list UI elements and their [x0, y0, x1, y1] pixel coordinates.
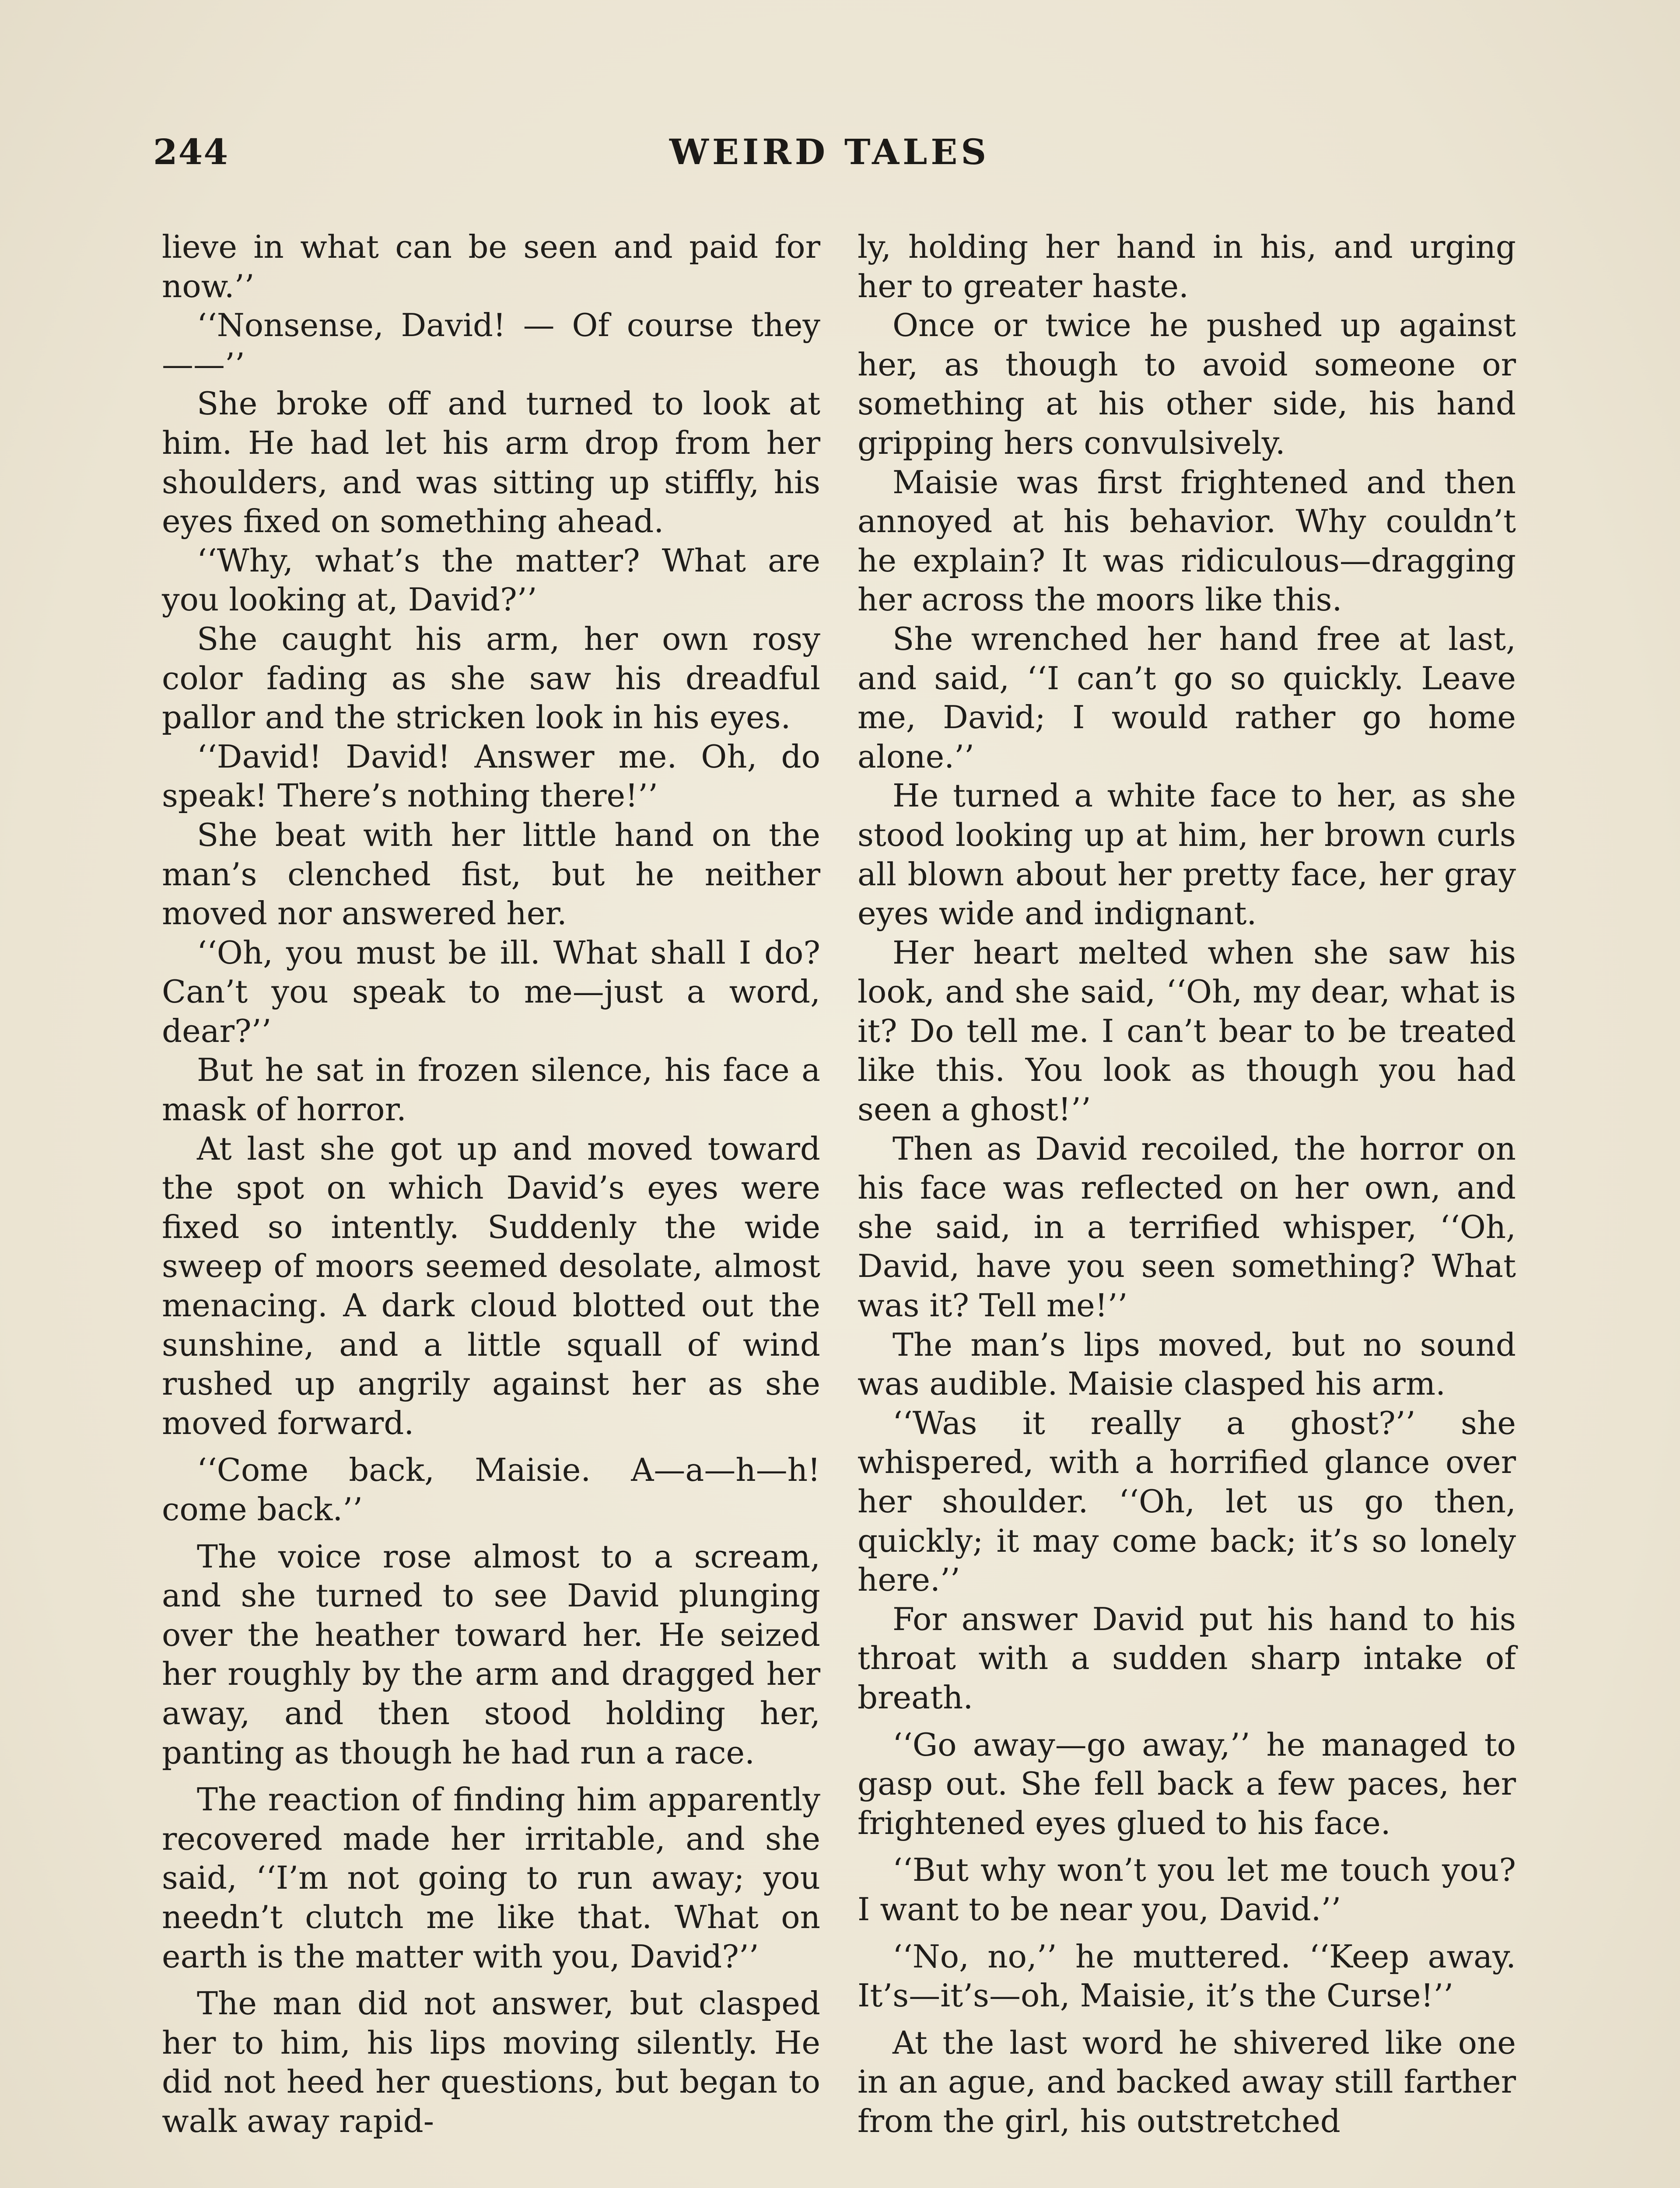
paragraph: At last she got up and moved toward the spot on which David’s eyes were fixed so intently. Suddenly the wide sweep of moors seemed desolate, almost menacing. A dark cloud blotted out the sunshine, and a little squall of wind rushed up angrily against her as she moved forward.: [162, 1130, 820, 1441]
paragraph: ‘‘Nonsense, David! — Of course they——’’: [162, 307, 820, 383]
paragraph: ‘‘Go away—go away,’’ he managed to gasp out. She fell back a few paces, her frightened eyes glued to his face.: [858, 1726, 1516, 1841]
paragraph: ‘‘Why, what’s the matter? What are you looking at, David?’’: [162, 542, 820, 618]
paragraph: She wrenched her hand free at last, and said, ‘‘I can’t go so quickly. Leave me, David; I would rather go home alone.’’: [858, 620, 1516, 775]
paragraph: She beat with her little hand on the man’s clenched fist, but he neither moved nor answered her.: [162, 816, 820, 932]
paragraph: ‘‘David! David! Answer me. Oh, do speak! There’s nothing there!’’: [162, 738, 820, 814]
running-title: WEIRD TALES: [669, 131, 990, 172]
paragraph: ‘‘But why won’t you let me touch you? I want to be near you, David.’’: [858, 1851, 1516, 1928]
paragraph: lieve in what can be seen and paid for now.’’: [162, 228, 820, 305]
paragraph: She caught his arm, her own rosy color fading as she saw his dreadful pallor and the stricken look in his eyes.: [162, 620, 820, 736]
paragraph: ‘‘Was it really a ghost?’’ she whispered, with a horrified glance over her shoulder. ‘‘Oh, let us go then, quickly; it may come back; it’s so lonely here.’’: [858, 1404, 1516, 1599]
paragraph: Then as David recoiled, the horror on his face was reflected on her own, and she said, in a terrified whisper, ‘‘Oh, David, have you seen something? What was it? Tell me!’’: [858, 1130, 1516, 1324]
paragraph: The reaction of finding him apparently recovered made her irritable, and she said, ‘‘I’m not going to run away; you needn’t clutch me like that. What on earth is the matter with you, David?’’: [162, 1781, 820, 1975]
paragraph: Once or twice he pushed up against her, as though to avoid someone or something at his other side, his hand gripping hers convulsively.: [858, 307, 1516, 461]
paragraph: Maisie was first frightened and then annoyed at his behavior. Why couldn’t he explain? It was ridiculous—dragging her across the moors like this.: [858, 463, 1516, 618]
paragraph: For answer David put his hand to his throat with a sudden sharp intake of breath.: [858, 1600, 1516, 1716]
paragraph: The man’s lips moved, but no sound was audible. Maisie clasped his arm.: [858, 1326, 1516, 1403]
paragraph: He turned a white face to her, as she stood looking up at him, her brown curls all blown about her pretty face, her gray eyes wide and indignant.: [858, 777, 1516, 932]
paragraph: The man did not answer, but clasped her to him, his lips moving silently. He did not heed her questions, but began to walk away rapid-: [162, 1985, 820, 2139]
paragraph: She broke off and turned to look at him. He had let his arm drop from her shoulders, and was sitting up stiffly, his eyes fixed on something ahead.: [162, 385, 820, 540]
paragraph: Her heart melted when she saw his look, and she said, ‘‘Oh, my dear, what is it? Do tell me. I can’t bear to be treated like this. You look as though you had seen a ghost!’’: [858, 934, 1516, 1128]
page-header: [153, 131, 1527, 179]
paragraph: ‘‘Come back, Maisie. A—a—h—h! come back.’’: [162, 1452, 820, 1528]
paragraph: ‘‘No, no,’’ he muttered. ‘‘Keep away. It’s—it’s—oh, Maisie, it’s the Curse!’’: [858, 1938, 1516, 2014]
paragraph: At the last word he shivered like one in an ague, and backed away still farther from the girl, his outstretched: [858, 2024, 1516, 2139]
right-column: [858, 228, 1516, 2141]
paragraph: But he sat in frozen silence, his face a mask of horror.: [162, 1052, 820, 1128]
paragraph: ly, holding her hand in his, and urging her to greater haste.: [858, 228, 1516, 305]
page-number: 244: [153, 131, 229, 172]
paragraph: The voice rose almost to a scream, and she turned to see David plunging over the heather toward her. He seized her roughly by the arm and dragged her away, and then stood holding her, panting as though he had run a race.: [162, 1538, 820, 1771]
paragraph: ‘‘Oh, you must be ill. What shall I do? Can’t you speak to me—just a word, dear?’’: [162, 934, 820, 1049]
left-column: [162, 228, 820, 2141]
